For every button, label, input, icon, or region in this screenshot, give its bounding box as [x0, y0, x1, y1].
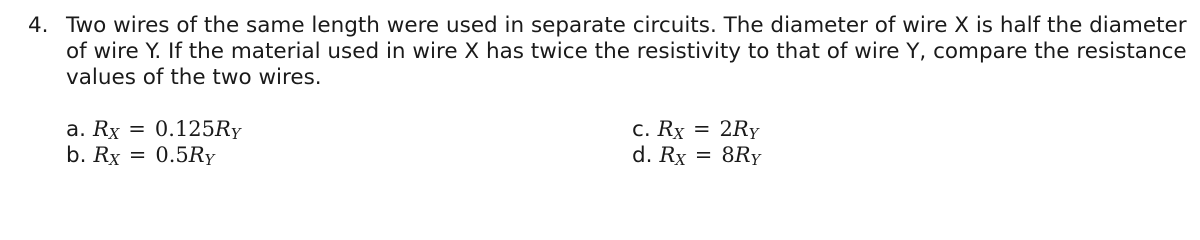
lhs-variable: R [657, 117, 674, 141]
question-block [28, 13, 1188, 91]
question-text: Two wires of the same length were used in separate circuits. The diameter of wire X is half the diameter of wire Y. If the material used in wire X has twice the resistivity to that of wire Y, compare the resistance values of the two wires. [66, 13, 1187, 90]
option-label: a. [66, 117, 87, 142]
coefficient: 8 [721, 143, 735, 167]
coefficient: 2 [719, 117, 733, 141]
rhs-variable: R [215, 117, 231, 141]
option-label: b. [66, 143, 87, 168]
option-d[interactable] [632, 143, 786, 169]
option-label: c. [632, 117, 651, 142]
equals-sign: = [128, 143, 147, 167]
equals-sign: = [692, 117, 711, 141]
equals-sign: = [694, 143, 713, 167]
option-expression [93, 117, 241, 143]
option-expression [93, 143, 214, 169]
answer-options [66, 117, 786, 169]
lhs-subscript: X [108, 126, 120, 144]
lhs-variable: R [93, 143, 110, 167]
lhs-subscript: X [109, 152, 120, 170]
lhs-variable: R [93, 117, 109, 141]
option-a[interactable] [66, 117, 632, 143]
rhs-subscript: Y [230, 126, 241, 144]
rhs-subscript: Y [750, 152, 761, 170]
option-b[interactable] [66, 143, 632, 169]
rhs-subscript: Y [748, 126, 759, 144]
lhs-variable: R [659, 143, 676, 167]
rhs-subscript: Y [204, 152, 215, 170]
lhs-subscript: X [673, 126, 684, 144]
question-row [28, 13, 1188, 91]
option-c[interactable] [632, 117, 786, 143]
option-label: d. [632, 143, 653, 168]
option-expression [658, 117, 759, 143]
rhs-variable: R [734, 143, 751, 167]
option-expression [659, 143, 760, 169]
rhs-variable: R [188, 143, 205, 167]
equals-sign: = [128, 117, 146, 141]
coefficient: 0.5 [155, 143, 189, 167]
lhs-subscript: X [675, 152, 686, 170]
rhs-variable: R [732, 117, 749, 141]
question-number: 4. [28, 13, 49, 38]
coefficient: 0.125 [154, 117, 216, 141]
